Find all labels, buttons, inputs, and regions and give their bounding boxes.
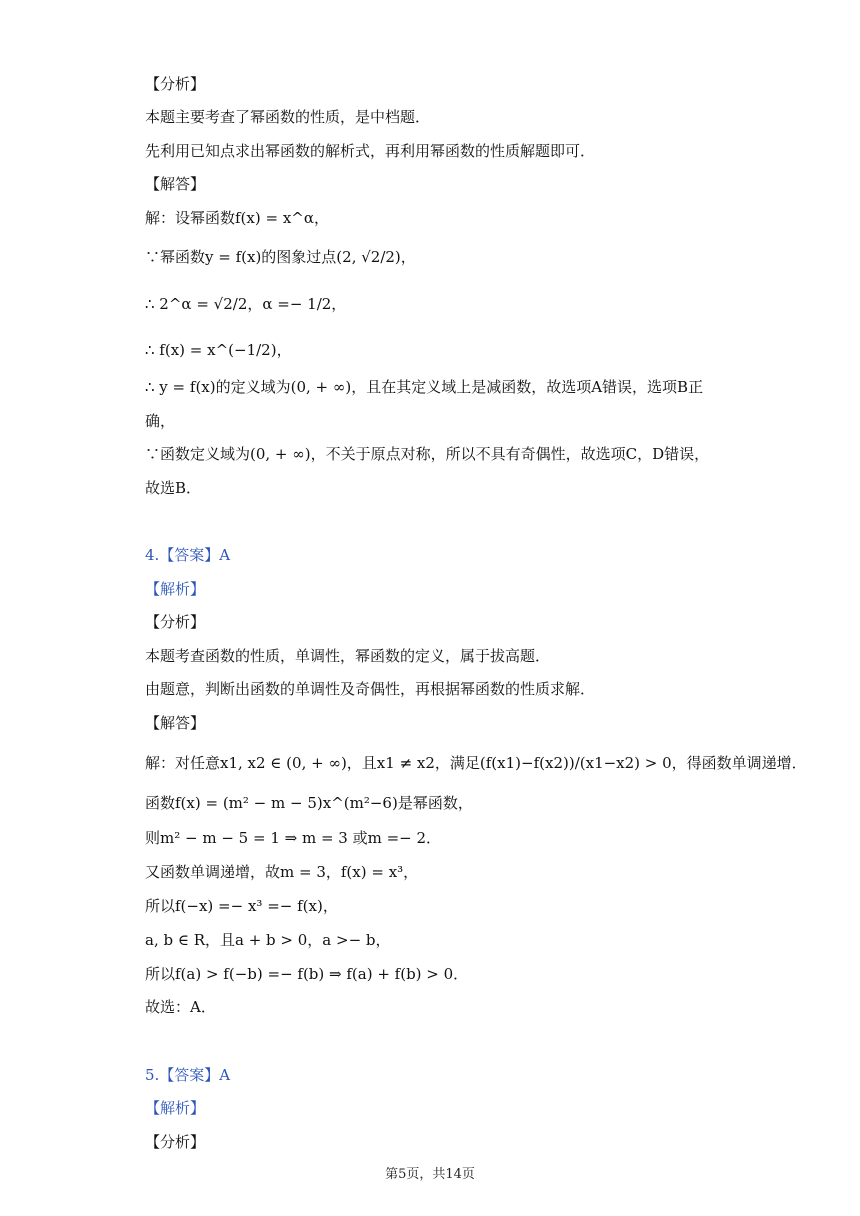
page-footer: 第5页，共14页 [385, 1167, 475, 1182]
heading-explanation: 【解析】 [145, 580, 206, 598]
analysis-text: 本题考查函数的性质，单调性，幂函数的定义，属于拔高题． [145, 647, 551, 665]
solution-line: 确， [145, 412, 176, 430]
heading-solution: 【解答】 [145, 714, 206, 732]
solution-line: ∵幂函数y = f(x)的图象过点(2, √2/2)， [145, 248, 416, 266]
heading-analysis: 【分析】 [145, 75, 206, 93]
solution-line: ∴ f(x) = x^(−1/2)， [145, 341, 292, 359]
analysis-text: 由题意，判断出函数的单调性及奇偶性，再根据幂函数的性质求解． [145, 680, 596, 698]
solution-line: 函数f(x) = (m² − m − 5)x^(m²−6)是幂函数， [145, 794, 473, 812]
heading-analysis: 【分析】 [145, 1133, 206, 1151]
solution-line: 所以f(a) > f(−b) =− f(b) ⇒ f(a) + f(b) > 0． [145, 965, 469, 983]
solution-line: 则m² − m − 5 = 1 ⇒ m = 3 或m =− 2． [145, 829, 442, 847]
solution-line: a, b ∈ R，且a + b > 0，a >− b， [145, 931, 391, 949]
heading-solution: 【解答】 [145, 175, 206, 193]
solution-line: ∴ 2^α = √2/2，α =− 1/2， [145, 295, 347, 313]
heading-analysis: 【分析】 [145, 613, 206, 631]
analysis-text: 先利用已知点求出幂函数的解析式，再利用幂函数的性质解题即可． [145, 142, 596, 160]
solution-line: 故选：A． [145, 998, 216, 1016]
answer-heading-5: 5.【答案】A [145, 1066, 231, 1084]
solution-line: 解：对任意x1, x2 ∈ (0, + ∞)，且x1 ≠ x2，满足(f(x1)−f(x2))/(x1−x2) > 0，得函数单调递增． [145, 754, 807, 772]
solution-line: 解：设幂函数f(x) = x^α， [145, 209, 329, 227]
analysis-text: 本题主要考查了幂函数的性质，是中档题． [145, 108, 431, 126]
solution-line: ∵函数定义域为(0, + ∞)，不关于原点对称，所以不具有奇偶性，故选项C，D错误， [145, 445, 710, 463]
solution-line: ∴ y = f(x)的定义域为(0, + ∞)，且在其定义域上是减函数，故选项A错误，选项B正 [145, 378, 704, 396]
solution-line: 故选B． [145, 479, 202, 497]
answer-heading-4: 4.【答案】A [145, 546, 231, 564]
solution-line: 所以f(−x) =− x³ =− f(x)， [145, 897, 338, 915]
solution-line: 又函数单调递增，故m = 3，f(x) = x³， [145, 863, 419, 881]
heading-explanation: 【解析】 [145, 1099, 206, 1117]
